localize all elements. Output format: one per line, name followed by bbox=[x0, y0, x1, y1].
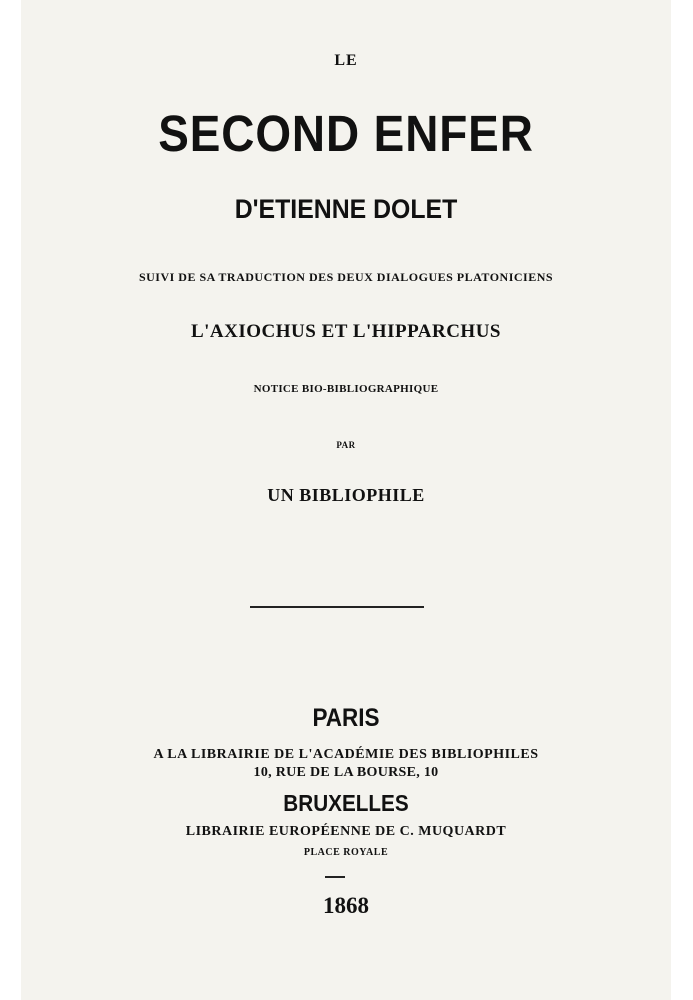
imprint-address-bruxelles: PLACE ROYALE bbox=[303, 847, 389, 858]
works-line: L'AXIOCHUS ET L'HIPPARCHUS bbox=[190, 321, 501, 342]
imprint-publisher-paris: A LA LIBRAIRIE DE L'ACADÉMIE DES BIBLIOPHILES bbox=[153, 747, 539, 762]
imprint-city-bruxelles: BRUXELLES bbox=[283, 790, 409, 816]
book-title: SECOND ENFER bbox=[158, 105, 534, 162]
imprint-publisher-bruxelles: LIBRAIRIE EUROPÉENNE DE C. MUQUARDT bbox=[185, 824, 507, 839]
imprint-address-paris: 10, RUE DE LA BOURSE, 10 bbox=[253, 765, 439, 780]
publication-year: 1868 bbox=[323, 893, 369, 918]
author-line: D'ETIENNE DOLET bbox=[234, 194, 458, 224]
short-dash-rule bbox=[325, 876, 345, 878]
notice-line: NOTICE BIO-BIBLIOGRAPHIQUE bbox=[253, 383, 439, 395]
article-le: LE bbox=[334, 52, 358, 69]
by-line: PAR bbox=[336, 440, 356, 450]
title-page bbox=[21, 0, 671, 1000]
attribution: UN BIBLIOPHILE bbox=[267, 485, 425, 505]
subtitle: SUIVI DE SA TRADUCTION DES DEUX DIALOGUES PLATONICIENS bbox=[138, 270, 554, 284]
imprint-city-paris: PARIS bbox=[312, 704, 380, 732]
divider-rule bbox=[250, 606, 424, 608]
